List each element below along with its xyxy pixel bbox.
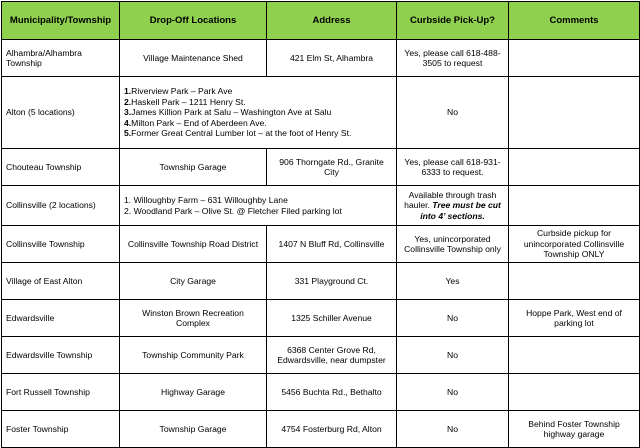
cell-curbside: No [397, 77, 509, 149]
list-item [124, 118, 392, 128]
cell-comments [509, 149, 640, 186]
curbside-text: Available through trash hauler. [404, 189, 497, 211]
cell-curbside: Yes, unincorporated Collinsville Township only [397, 226, 509, 263]
cell-comments [509, 40, 640, 77]
cell-curbside: No [397, 300, 509, 337]
list-number: 2. [124, 96, 132, 107]
list-item [124, 107, 392, 117]
cell-curbside: Yes [397, 263, 509, 300]
cell-municipality: Collinsville Township [2, 226, 120, 263]
table-row [2, 186, 640, 226]
location-list [124, 86, 392, 138]
cell-municipality: Collinsville (2 locations) [2, 186, 120, 226]
table-row [2, 337, 640, 374]
list-number: 5. [124, 128, 132, 139]
cell-dropoff: Winston Brown Recreation Complex [120, 300, 267, 337]
cell-curbside: No [397, 337, 509, 374]
list-text: Haskell Park – 1211 Henry St. [131, 96, 246, 107]
cell-curbside [397, 186, 509, 226]
cell-address: 906 Thorngate Rd., Granite City [267, 149, 397, 186]
cell-address: 5456 Buchta Rd., Bethalto [267, 374, 397, 411]
table-row [2, 149, 640, 186]
cell-municipality: Edwardsville Township [2, 337, 120, 374]
cell-comments: Hoppe Park, West end of parking lot [509, 300, 640, 337]
cell-comments [509, 77, 640, 149]
list-number: 2. [124, 205, 132, 216]
cell-address: 1325 Schiller Avenue [267, 300, 397, 337]
list-text: Riverview Park – Park Ave [131, 86, 233, 97]
table-row [2, 226, 640, 263]
table-row [2, 374, 640, 411]
list-item [124, 195, 392, 205]
list-text: Woodland Park – Olive St. @ Fletcher Filed parking lot [133, 205, 342, 216]
table-row [2, 263, 640, 300]
cell-dropoff-list [120, 77, 397, 149]
list-item [124, 128, 392, 138]
table-row [2, 411, 640, 448]
cell-comments: Curbside pickup for unincorporated Collinsville Township ONLY [509, 226, 640, 263]
cell-comments [509, 263, 640, 300]
header-address: Address [267, 2, 397, 40]
list-text: Former Great Central Lumber lot – at the foot of Henry St. [131, 128, 352, 139]
dropoff-table [1, 1, 640, 448]
cell-municipality: Chouteau Township [2, 149, 120, 186]
cell-comments [509, 337, 640, 374]
header-curbside: Curbside Pick-Up? [397, 2, 509, 40]
list-item [124, 206, 392, 216]
list-item [124, 97, 392, 107]
cell-comments [509, 374, 640, 411]
cell-municipality: Alton (5 locations) [2, 77, 120, 149]
cell-municipality: Alhambra/Alhambra Township [2, 40, 120, 77]
cell-dropoff: Township Garage [120, 411, 267, 448]
list-number: 4. [124, 117, 132, 128]
cell-municipality: Foster Township [2, 411, 120, 448]
cell-address: 331 Playground Ct. [267, 263, 397, 300]
cell-dropoff-list [120, 186, 397, 226]
cell-address: 1407 N Bluff Rd, Collinsville [267, 226, 397, 263]
table-row [2, 40, 640, 77]
cell-address: 6368 Center Grove Rd, Edwardsville, near dumpster [267, 337, 397, 374]
cell-address: 4754 Fosterburg Rd, Alton [267, 411, 397, 448]
table-row [2, 77, 640, 149]
list-number: 3. [124, 107, 132, 118]
cell-municipality: Village of East Alton [2, 263, 120, 300]
cell-dropoff: Township Garage [120, 149, 267, 186]
list-text: James Killion Park at Salu – Washington Ave at Salu [131, 107, 332, 118]
cell-curbside: Yes, please call 618-931-6333 to request. [397, 149, 509, 186]
list-text: Willoughby Farm – 631 Willoughby Lane [133, 195, 288, 206]
header-municipality: Municipality/Township [2, 2, 120, 40]
header-row [2, 2, 640, 40]
curbside-emphasis: Tree must be cut into 4’ sections. [420, 200, 501, 221]
list-number: 1. [124, 86, 132, 97]
cell-curbside: No [397, 374, 509, 411]
cell-municipality: Fort Russell Township [2, 374, 120, 411]
list-item [124, 86, 392, 96]
header-dropoff: Drop-Off Locations [120, 2, 267, 40]
list-number: 1. [124, 195, 132, 206]
cell-comments [509, 186, 640, 226]
list-text: Milton Park – End of Aberdeen Ave. [131, 117, 267, 128]
cell-dropoff: Collinsville Township Road District [120, 226, 267, 263]
cell-dropoff: Highway Garage [120, 374, 267, 411]
cell-comments: Behind Foster Township highway garage [509, 411, 640, 448]
header-comments: Comments [509, 2, 640, 40]
cell-dropoff: Township Community Park [120, 337, 267, 374]
cell-address: 421 Elm St, Alhambra [267, 40, 397, 77]
table-row [2, 300, 640, 337]
cell-municipality: Edwardsville [2, 300, 120, 337]
location-list [124, 195, 392, 216]
cell-dropoff: City Garage [120, 263, 267, 300]
cell-curbside: No [397, 411, 509, 448]
cell-dropoff: Village Maintenance Shed [120, 40, 267, 77]
cell-curbside: Yes, please call 618-488-3505 to request [397, 40, 509, 77]
